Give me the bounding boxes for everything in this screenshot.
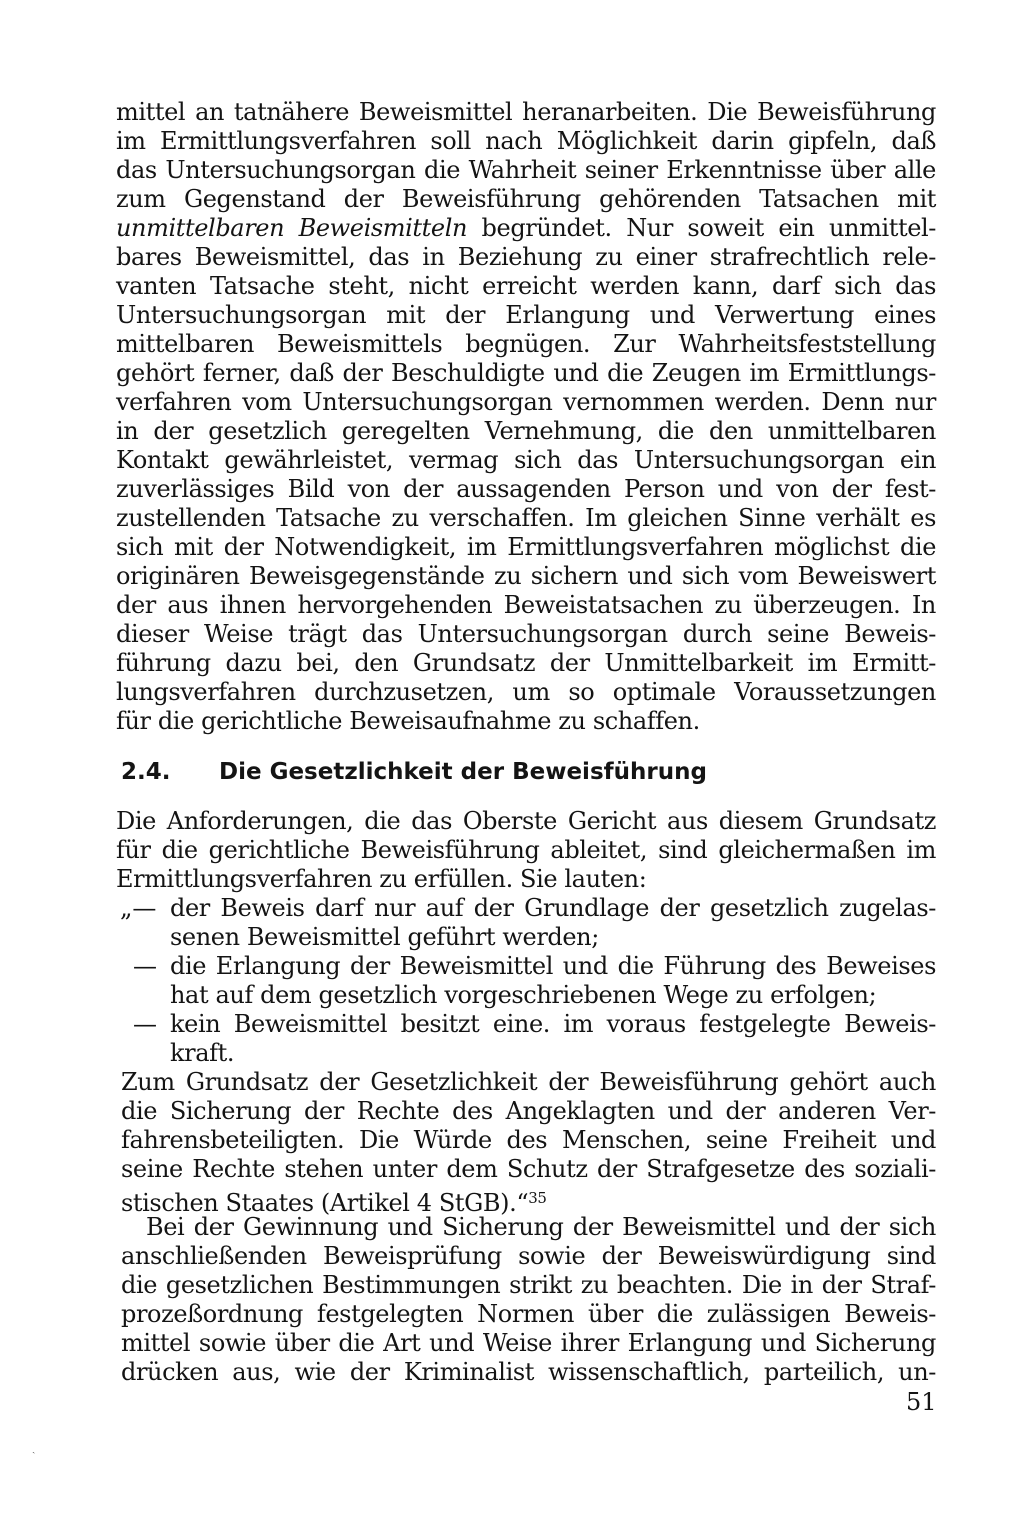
text-line: mittel an tatnähere Beweismittel heranarbeiten. Die Beweisführung	[116, 98, 936, 126]
text-line: kein Beweismittel besitzt eine. im voraus festgelegte Beweis-	[170, 1010, 936, 1038]
section-title: Die Gesetzlichkeit der Beweisführung	[219, 759, 707, 785]
text-line: prozeßordnung festgelegten Normen über die zulässigen Beweis-	[121, 1300, 936, 1328]
text-line: kraft.	[170, 1039, 235, 1067]
text-line: Zum Grundsatz der Gesetzlichkeit der Beweisführung gehört auch	[121, 1068, 936, 1096]
text-line: verfahren vom Untersuchungsorgan vernommen werden. Denn nur	[116, 388, 936, 416]
list-marker: —	[133, 952, 157, 980]
text-line: senen Beweismittel geführt werden;	[170, 923, 599, 951]
text-line: mittel sowie über die Art und Weise ihrer Erlangung und Sicherung	[121, 1329, 936, 1357]
text-line: in der gesetzlich geregelten Vernehmung, die den unmittelbaren	[116, 417, 936, 445]
section-number: 2.4.	[121, 759, 171, 785]
text-line: für die gerichtliche Beweisführung ableitet, sind gleichermaßen im	[116, 836, 936, 864]
text-line: bares Beweismittel, das in Beziehung zu einer strafrechtlich rele-	[116, 243, 936, 271]
text-line: seine Rechte stehen unter dem Schutz der Strafgesetze des soziali-	[121, 1155, 936, 1183]
text-line: führung dazu bei, den Grundsatz der Unmittelbarkeit im Ermitt-	[116, 649, 936, 677]
text-line: zum Gegenstand der Beweisführung gehörenden Tatsachen mit	[116, 185, 936, 213]
list-marker: „—	[120, 894, 157, 922]
text-line: für die gerichtliche Beweisaufnahme zu schaffen.	[116, 707, 700, 735]
text-line: Untersuchungsorgan mit der Erlangung und Verwertung eines	[116, 301, 936, 329]
text-line: lungsverfahren durchzusetzen, um so optimale Voraussetzungen	[116, 678, 936, 706]
italic-phrase: unmittelbaren Beweismitteln	[116, 214, 468, 242]
text-line: mittelbaren Beweismittels begnügen. Zur Wahrheitsfeststellung	[116, 330, 936, 358]
text-line: drücken aus, wie der Kriminalist wissenschaftlich, parteilich, un-	[121, 1358, 936, 1386]
text-line: zustellenden Tatsache zu verschaffen. Im gleichen Sinne verhält es	[116, 504, 936, 532]
text-line: die gesetzlichen Bestimmungen strikt zu beachten. Die in der Straf-	[121, 1271, 936, 1299]
text-line: Ermittlungsverfahren zu erfüllen. Sie lauten:	[116, 865, 647, 893]
section-heading	[121, 758, 707, 786]
scan-mark: ˏ	[32, 1443, 36, 1454]
text-line: Kontakt gewährleistet, vermag sich das Untersuchungsorgan ein	[116, 446, 936, 474]
text-line: hat auf dem gesetzlich vorgeschriebenen Wege zu erfolgen;	[170, 981, 877, 1009]
text-line: sich mit der Notwendigkeit, im Ermittlungsverfahren möglichst die	[116, 533, 936, 561]
text-line: zuverlässiges Bild von der aussagenden Person und von der fest-	[116, 475, 936, 503]
text-line: das Untersuchungsorgan die Wahrheit seiner Erkenntnisse über alle	[116, 156, 936, 184]
text-line: originären Beweisgegenstände zu sichern und sich vom Beweiswert	[116, 562, 936, 590]
text-line: fahrensbeteiligten. Die Würde des Menschen, seine Freiheit und	[121, 1126, 936, 1154]
text-line: Die Anforderungen, die das Oberste Gericht aus diesem Grundsatz	[116, 807, 936, 835]
text-line: im Ermittlungsverfahren soll nach Möglichkeit darin gipfeln, daß	[116, 127, 936, 155]
text-run: begründet. Nur soweit ein unmittel-	[467, 214, 937, 242]
text-run: stischen Staates (Artikel 4 StGB).“	[121, 1189, 529, 1217]
text-line: dieser Weise trägt das Untersuchungsorgan durch seine Beweis-	[116, 620, 936, 648]
text-line: der aus ihnen hervorgehenden Beweistatsachen zu überzeugen. In	[116, 591, 936, 619]
text-line: die Erlangung der Beweismittel und die Führung des Beweises	[170, 952, 936, 980]
text-line: gehört ferner, daß der Beschuldigte und die Zeugen im Ermittlungs-	[116, 359, 936, 387]
page-number: 51	[906, 1388, 937, 1416]
text-line: die Sicherung der Rechte des Angeklagten und der anderen Ver-	[121, 1097, 936, 1125]
text-line: anschließenden Beweisprüfung sowie der Beweiswürdigung sind	[121, 1242, 936, 1270]
text-line: Bei der Gewinnung und Sicherung der Beweismittel und der sich	[146, 1213, 936, 1241]
text-line: der Beweis darf nur auf der Grundlage der gesetzlich zugelas-	[170, 894, 936, 922]
list-marker: —	[133, 1010, 157, 1038]
text-line	[116, 214, 936, 242]
text-line: vanten Tatsache steht, nicht erreicht werden kann, darf sich das	[116, 272, 936, 300]
footnote-reference: 35	[528, 1189, 547, 1207]
